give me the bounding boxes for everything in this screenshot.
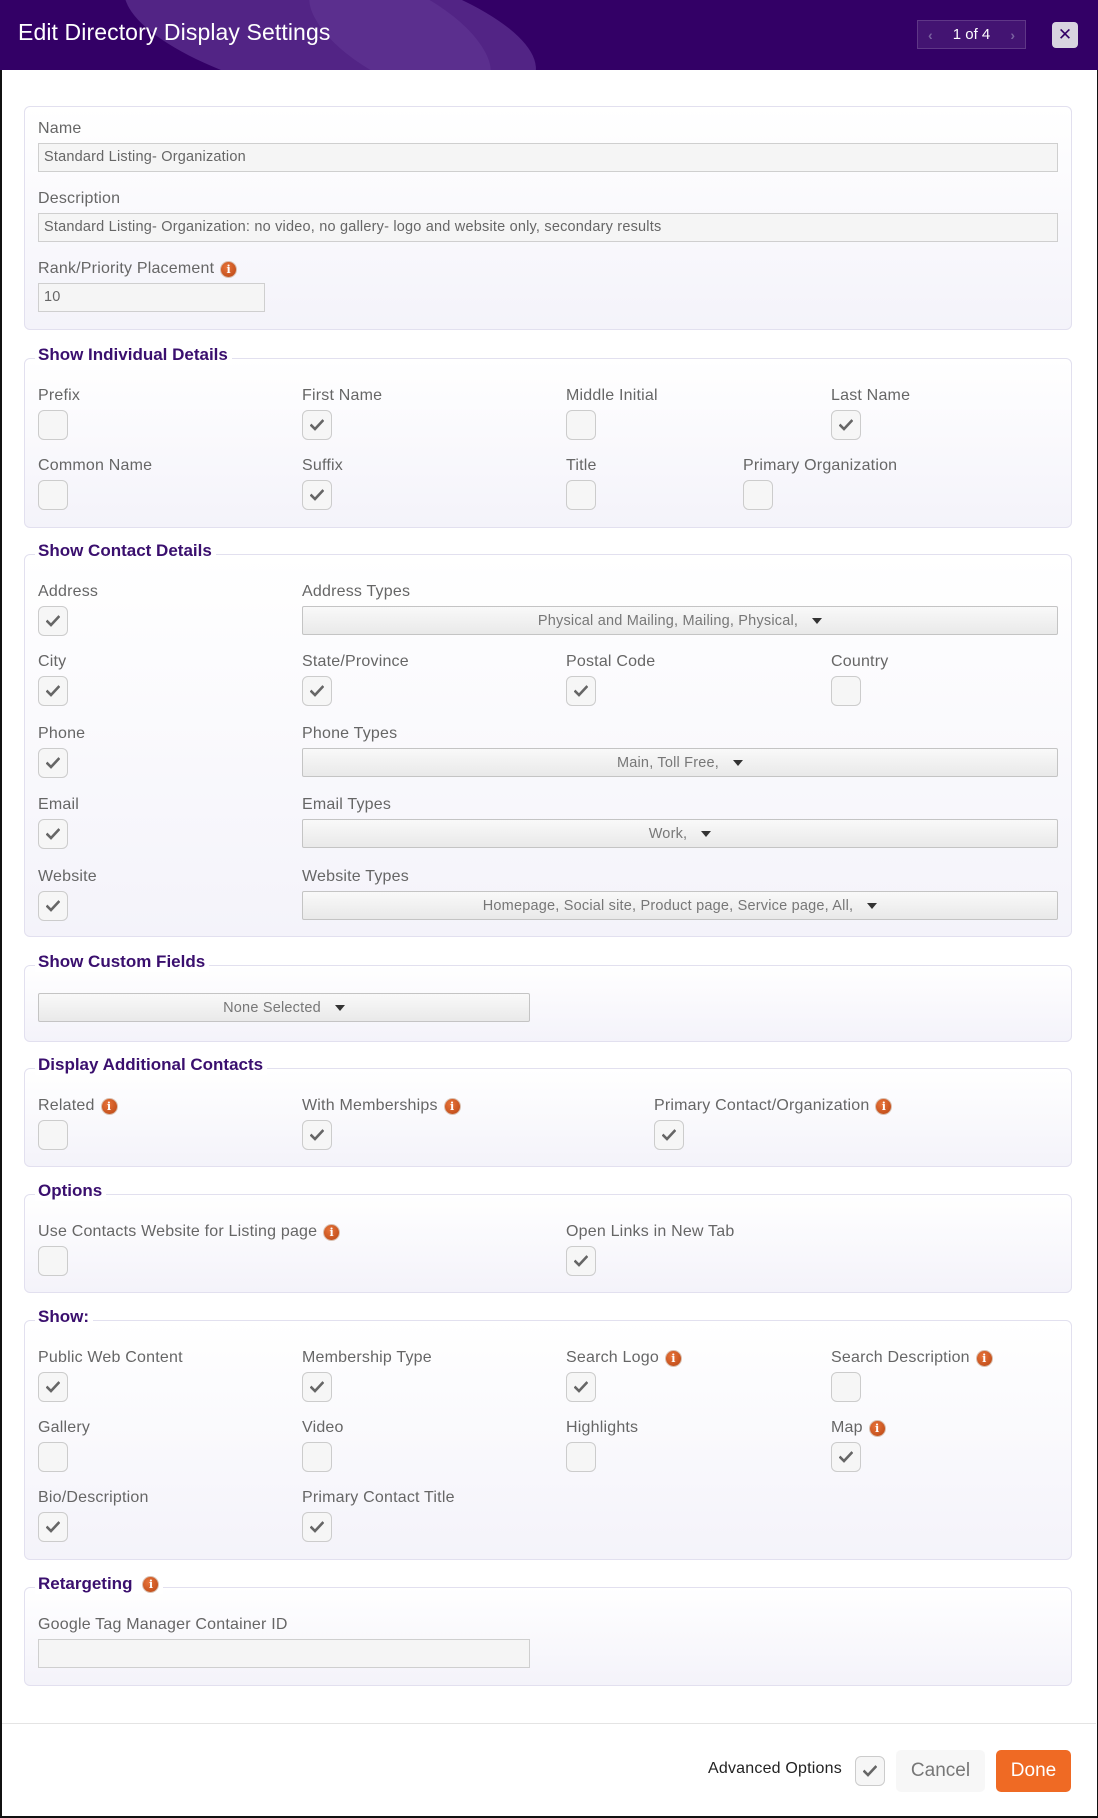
check-icon — [310, 684, 324, 698]
options-section — [24, 1181, 1072, 1293]
additional-contacts-section — [24, 1055, 1072, 1167]
related-label-text: Related — [38, 1097, 95, 1114]
membership-type-checkbox[interactable] — [302, 1372, 332, 1402]
last-name-checkbox[interactable] — [831, 410, 861, 440]
custom-fields-section — [24, 952, 1072, 1042]
search-description-label-text: Search Description — [831, 1349, 970, 1366]
city-label: City — [38, 653, 67, 670]
name-label: Name — [38, 120, 82, 137]
info-icon[interactable]: i — [976, 1350, 993, 1367]
middle-initial-label: Middle Initial — [566, 387, 658, 404]
phone-types-label: Phone Types — [302, 725, 398, 742]
title-label: Title — [566, 457, 597, 474]
highlights-label: Highlights — [566, 1419, 639, 1436]
dropdown-value: Physical and Mailing, Mailing, Physical, — [537, 612, 799, 629]
use-contacts-website-label-text: Use Contacts Website for Listing page — [38, 1223, 318, 1240]
footer-divider — [2, 1723, 1096, 1724]
individual-details-section — [24, 345, 1072, 528]
video-checkbox[interactable] — [302, 1442, 332, 1472]
gallery-label: Gallery — [38, 1419, 91, 1436]
check-icon — [310, 1520, 324, 1534]
check-icon — [46, 756, 60, 770]
show-section — [24, 1307, 1072, 1560]
check-icon — [310, 1128, 324, 1142]
public-web-content-checkbox[interactable] — [38, 1372, 68, 1402]
check-icon — [574, 684, 588, 698]
postal-code-label: Postal Code — [566, 653, 656, 670]
caret-down-icon — [733, 760, 743, 766]
first-name-checkbox[interactable] — [302, 410, 332, 440]
gtm-label: Google Tag Manager Container ID — [38, 1616, 288, 1633]
primary-contact-title-checkbox[interactable] — [302, 1512, 332, 1542]
state-checkbox[interactable] — [302, 676, 332, 706]
check-icon — [46, 1520, 60, 1534]
search-description-label — [831, 1349, 993, 1367]
highlights-checkbox[interactable] — [566, 1442, 596, 1472]
chevron-right-icon[interactable]: › — [1010, 26, 1015, 43]
modal-title: Edit Directory Display Settings — [18, 19, 331, 45]
primary-contact-org-label — [654, 1097, 892, 1115]
dropdown-value: Main, Toll Free, — [616, 754, 720, 771]
search-logo-label — [566, 1349, 682, 1367]
caret-down-icon — [812, 618, 822, 624]
website-types-dropdown[interactable] — [302, 891, 1058, 920]
city-checkbox[interactable] — [38, 676, 68, 706]
postal-code-checkbox[interactable] — [566, 676, 596, 706]
search-logo-label-text: Search Logo — [566, 1349, 659, 1366]
check-icon — [310, 418, 324, 432]
last-name-label: Last Name — [831, 387, 911, 404]
search-description-checkbox[interactable] — [831, 1372, 861, 1402]
address-checkbox[interactable] — [38, 606, 68, 636]
info-icon[interactable]: i — [323, 1224, 340, 1241]
section-title: Show Individual Details — [35, 345, 232, 365]
check-icon — [839, 1450, 853, 1464]
suffix-checkbox[interactable] — [302, 480, 332, 510]
record-pager — [917, 20, 1026, 49]
check-icon — [863, 1764, 877, 1778]
check-icon — [46, 614, 60, 628]
website-types-label: Website Types — [302, 868, 409, 885]
middle-initial-checkbox[interactable] — [566, 410, 596, 440]
section-title-text: Retargeting — [38, 1574, 133, 1593]
phone-types-dropdown[interactable] — [302, 748, 1058, 777]
gtm-container-id-input[interactable] — [38, 1639, 530, 1668]
rank-label-text: Rank/Priority Placement — [38, 260, 215, 277]
section-title: Show: — [35, 1307, 93, 1327]
open-links-new-tab-label: Open Links in New Tab — [566, 1223, 735, 1240]
with-memberships-label — [302, 1097, 461, 1115]
rank-input[interactable]: 10 — [38, 283, 265, 312]
primary-organization-label: Primary Organization — [743, 457, 898, 474]
primary-contact-title-label: Primary Contact Title — [302, 1489, 455, 1506]
general-section — [24, 106, 1072, 330]
primary-organization-checkbox[interactable] — [743, 480, 773, 510]
info-icon[interactable]: i — [142, 1576, 159, 1593]
check-icon — [310, 1380, 324, 1394]
info-icon[interactable]: i — [101, 1098, 118, 1115]
check-icon — [46, 899, 60, 913]
website-label: Website — [38, 868, 97, 885]
map-checkbox[interactable] — [831, 1442, 861, 1472]
prefix-checkbox[interactable] — [38, 410, 68, 440]
check-icon — [46, 684, 60, 698]
info-icon[interactable]: i — [869, 1420, 886, 1437]
phone-checkbox[interactable] — [38, 748, 68, 778]
video-label: Video — [302, 1419, 344, 1436]
check-icon — [574, 1254, 588, 1268]
address-types-label: Address Types — [302, 583, 411, 600]
retargeting-section — [24, 1574, 1072, 1686]
email-types-label: Email Types — [302, 796, 392, 813]
common-name-label: Common Name — [38, 457, 153, 474]
address-label: Address — [38, 583, 99, 600]
related-checkbox[interactable] — [38, 1120, 68, 1150]
check-icon — [574, 1380, 588, 1394]
check-icon — [46, 827, 60, 841]
address-types-dropdown[interactable] — [302, 606, 1058, 635]
description-input[interactable]: Standard Listing- Organization: no video, no gallery- logo and website only, secondary results — [38, 213, 1058, 242]
info-icon[interactable]: i — [220, 261, 237, 278]
with-memberships-checkbox[interactable] — [302, 1120, 332, 1150]
info-icon[interactable]: i — [875, 1098, 892, 1115]
phone-label: Phone — [38, 725, 86, 742]
done-button[interactable]: Done — [996, 1750, 1071, 1792]
email-checkbox[interactable] — [38, 819, 68, 849]
use-contacts-website-checkbox[interactable] — [38, 1246, 68, 1276]
related-label — [38, 1097, 118, 1115]
suffix-label: Suffix — [302, 457, 343, 474]
website-checkbox[interactable] — [38, 891, 68, 921]
caret-down-icon — [335, 1005, 345, 1011]
country-label: Country — [831, 653, 889, 670]
section-title: Show Custom Fields — [35, 952, 209, 972]
title-checkbox[interactable] — [566, 480, 596, 510]
map-label — [831, 1419, 886, 1437]
pager-count: 1 of 4 — [952, 26, 991, 43]
bio-description-label: Bio/Description — [38, 1489, 149, 1506]
dropdown-value: None Selected — [223, 999, 321, 1016]
use-contacts-website-label — [38, 1223, 340, 1241]
close-button[interactable] — [1052, 22, 1078, 48]
check-icon — [310, 488, 324, 502]
map-label-text: Map — [831, 1419, 863, 1436]
rank-label — [38, 260, 237, 278]
section-title — [35, 1574, 163, 1594]
check-icon — [662, 1128, 676, 1142]
caret-down-icon — [701, 831, 711, 837]
email-types-dropdown[interactable] — [302, 819, 1058, 848]
primary-contact-org-label-text: Primary Contact/Organization — [654, 1097, 870, 1114]
description-label: Description — [38, 190, 121, 207]
common-name-checkbox[interactable] — [38, 480, 68, 510]
dropdown-value: Homepage, Social site, Product page, Service page, All, — [482, 897, 854, 914]
advanced-options-checkbox[interactable] — [855, 1756, 885, 1786]
gallery-checkbox[interactable] — [38, 1442, 68, 1472]
info-icon[interactable]: i — [444, 1098, 461, 1115]
section-title: Display Additional Contacts — [35, 1055, 267, 1075]
dropdown-value: Work, — [648, 825, 688, 842]
email-label: Email — [38, 796, 80, 813]
cancel-button[interactable]: Cancel — [896, 1750, 985, 1792]
caret-down-icon — [867, 903, 877, 909]
info-icon[interactable]: i — [665, 1350, 682, 1367]
open-links-new-tab-checkbox[interactable] — [566, 1246, 596, 1276]
public-web-content-label: Public Web Content — [38, 1349, 183, 1366]
contact-details-section — [24, 541, 1072, 937]
section-title: Show Contact Details — [35, 541, 216, 561]
first-name-label: First Name — [302, 387, 383, 404]
check-icon — [46, 1380, 60, 1394]
prefix-label: Prefix — [38, 387, 81, 404]
name-input[interactable]: Standard Listing- Organization — [38, 143, 1058, 172]
state-label: State/Province — [302, 653, 409, 670]
advanced-options-label: Advanced Options — [708, 1760, 842, 1777]
chevron-left-icon[interactable]: ‹ — [928, 26, 933, 43]
custom-fields-dropdown[interactable] — [38, 993, 530, 1022]
modal-header — [0, 0, 1098, 70]
country-checkbox[interactable] — [831, 676, 861, 706]
section-title: Options — [35, 1181, 106, 1201]
close-icon: ✕ — [1057, 25, 1073, 44]
bio-description-checkbox[interactable] — [38, 1512, 68, 1542]
membership-type-label: Membership Type — [302, 1349, 432, 1366]
check-icon — [839, 418, 853, 432]
primary-contact-org-checkbox[interactable] — [654, 1120, 684, 1150]
search-logo-checkbox[interactable] — [566, 1372, 596, 1402]
with-memberships-label-text: With Memberships — [302, 1097, 438, 1114]
